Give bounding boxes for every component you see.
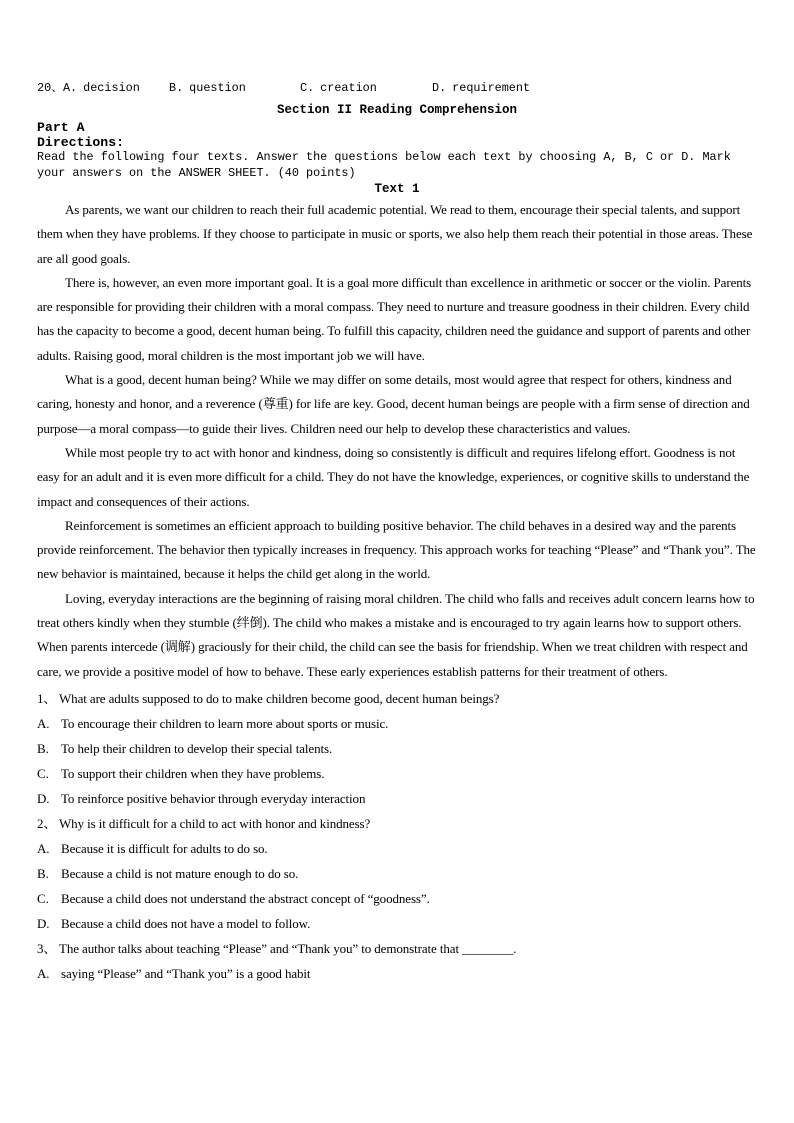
option-label: D. xyxy=(37,915,50,931)
option-text: Because a child does not have a model to follow. xyxy=(61,915,311,931)
option-text: Because a child does not understand the abstract concept of “goodness”. xyxy=(61,890,430,906)
comprehension-questions xyxy=(37,686,757,986)
option-label: D. xyxy=(432,81,447,95)
option-text: requirement xyxy=(452,81,531,95)
question-1-option-b xyxy=(37,736,757,761)
section-heading: Section II Reading Comprehension xyxy=(276,103,518,117)
question-1-option-c xyxy=(37,761,757,786)
question-1-option-d xyxy=(37,786,757,811)
option-text: To help their children to develop their special talents. xyxy=(61,740,333,756)
option-label: A. xyxy=(62,81,78,95)
question-number: 3、 xyxy=(37,940,57,956)
question-20-option-d xyxy=(432,76,757,101)
question-text: Why is it difficult for a child to act with honor and kindness? xyxy=(59,815,371,831)
question-20-number: 20、 xyxy=(37,81,63,95)
option-label: A. xyxy=(37,965,50,981)
directions-label: Directions: xyxy=(37,135,125,150)
question-1-option-a xyxy=(37,711,757,736)
question-2-option-d xyxy=(37,911,757,936)
option-label: B. xyxy=(37,740,49,756)
option-text: question xyxy=(189,81,246,95)
option-text: creation xyxy=(320,81,377,95)
question-20-option-b xyxy=(169,76,300,101)
option-label: B. xyxy=(37,865,49,881)
option-label: A. xyxy=(37,715,50,731)
directions-text: Read the following four texts. Answer the questions below each text by choosing A, B, C or D. Mark your answers on the ANSWER SHEET. (40 points) xyxy=(37,150,731,180)
option-text: saying “Please” and “Thank you” is a good habit xyxy=(61,965,311,981)
question-2-option-a xyxy=(37,836,757,861)
question-text: The author talks about teaching “Please” and “Thank you” to demonstrate that ________. xyxy=(59,940,517,956)
paragraph-1: As parents, we want our children to reach their full academic potential. We read to them, encourage their special talents, and support them when they have problems. If they choose to participate in music or sports, we also help them reach their potential in those areas. These are all good goals. xyxy=(37,202,753,266)
question-1 xyxy=(37,686,757,711)
paragraph-3: What is a good, decent human being? While we may differ on some details, most would agree that respect for others, kindness and caring, honesty and honor, and a reverence (尊重) for life are key. Good, decent human beings are people with a firm sense of direction and purpose—a moral compass—to guide their lives. Children need our help to develop these characteristics and values. xyxy=(37,372,750,436)
option-text: decision xyxy=(83,81,140,95)
option-label: C. xyxy=(37,890,49,906)
option-text: To encourage their children to learn more about sports or music. xyxy=(61,715,389,731)
question-3-option-a xyxy=(37,961,757,986)
paragraph-6: Loving, everyday interactions are the beginning of raising moral children. The child who falls and receives adult concern learns how to treat others kindly when they stumble (绊倒). The child who makes a mistake and is encouraged to try again learns how to support others. When parents intercede (调解) graciously for their child, the child can see the basis for friendship. When we treat children with respect and care, we provide a positive model of how to behave. These early experiences establish patterns for their treatment of others. xyxy=(37,590,755,679)
option-label: C. xyxy=(37,765,49,781)
question-20-option-c xyxy=(300,76,432,101)
question-3 xyxy=(37,936,757,961)
paragraph-5: Reinforcement is sometimes an efficient approach to building positive behavior. The child behaves in a desired way and the parents provide reinforcement. The behavior then typically increases in frequency. This approach works for teaching “Please” and “Thank you”. The new behavior is maintained, because it helps the child get along in the world. xyxy=(37,517,756,582)
option-text: Because a child is not mature enough to do so. xyxy=(61,865,299,881)
paragraph-4: While most people try to act with honor and kindness, doing so consistently is difficult and requires lifelong effort. Goodness is not easy for an adult and it is even more difficult for a child. They do not have the knowledge, experiences, or cognitive skills to understand the impact and consequences of their actions. xyxy=(37,444,750,509)
question-2-option-c xyxy=(37,886,757,911)
reading-passage xyxy=(37,198,757,684)
question-2 xyxy=(37,811,757,836)
question-20-row xyxy=(37,76,757,101)
option-text: Because it is difficult for adults to do so. xyxy=(61,840,268,856)
option-label: D. xyxy=(37,790,50,806)
option-label: C. xyxy=(300,81,315,95)
question-number: 1、 xyxy=(37,690,57,706)
option-text: To support their children when they have problems. xyxy=(61,765,325,781)
option-label: B. xyxy=(169,81,184,95)
option-label: A. xyxy=(37,840,50,856)
part-a-label: Part A xyxy=(37,120,85,135)
option-text: To reinforce positive behavior through everyday interaction xyxy=(61,790,366,806)
text1-heading: Text 1 xyxy=(374,182,420,196)
question-20-option-a xyxy=(37,76,169,101)
question-text: What are adults supposed to do to make children become good, decent human beings? xyxy=(59,690,500,706)
paragraph-2: There is, however, an even more important goal. It is a goal more difficult than excellence in arithmetic or soccer or the violin. Parents are responsible for providing their children with a moral compass. They need to nurture and treasure goodness in their children. Every child has the capacity to become a good, decent human being. To fulfill this capacity, children need the guidance and support of parents and other adults. Raising good, moral children is the most important job we will have. xyxy=(37,274,752,363)
question-number: 2、 xyxy=(37,815,57,831)
question-2-option-b xyxy=(37,861,757,886)
